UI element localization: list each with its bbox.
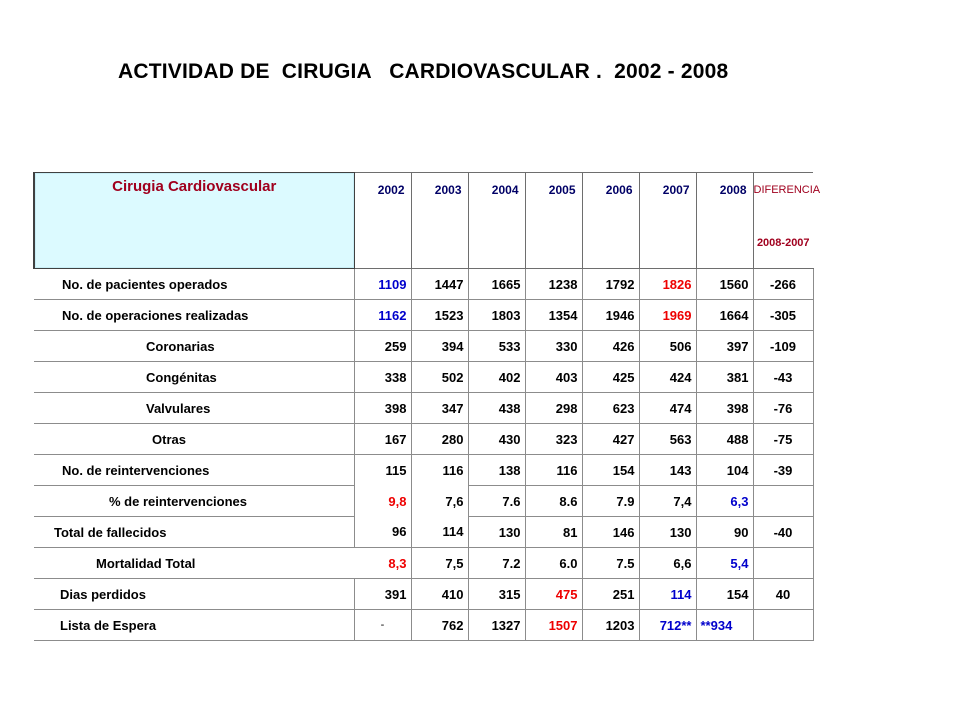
- cell-2005: 475: [525, 579, 582, 610]
- row-label: Congénitas: [34, 362, 354, 393]
- cell-2005: 6.0: [525, 548, 582, 579]
- cell-2008: 1560: [696, 269, 753, 300]
- cell-2005: 1238: [525, 269, 582, 300]
- cell-2007: 424: [639, 362, 696, 393]
- cell-2006: 1792: [582, 269, 639, 300]
- cell-2002: 259: [354, 331, 411, 362]
- cell-2004: 138: [468, 455, 525, 486]
- cell-2004: 7.2: [468, 548, 525, 579]
- cell-2002: -: [354, 610, 411, 641]
- row-label: No. de pacientes operados: [34, 269, 354, 300]
- cell-2003: 1523: [411, 300, 468, 331]
- cell-2002: 1162: [354, 300, 411, 331]
- cell-2005: 330: [525, 331, 582, 362]
- cell-2006: 427: [582, 424, 639, 455]
- row-label: Dias perdidos: [34, 579, 354, 610]
- year-2007-header: 2007: [639, 173, 696, 269]
- table-row-coronarias: [34, 331, 813, 362]
- cell-diff: -109: [753, 331, 813, 362]
- row-label: Coronarias: [34, 331, 354, 362]
- table-row-mortalidad: [34, 548, 813, 579]
- cell-diff: [753, 486, 813, 517]
- cell-diff: -43: [753, 362, 813, 393]
- year-2003-header: 2003: [411, 173, 468, 269]
- cell-diff: -305: [753, 300, 813, 331]
- cell-diff: -39: [753, 455, 813, 486]
- cell-2004: 438: [468, 393, 525, 424]
- cell-2003: 114: [411, 517, 468, 548]
- difference-header: [753, 173, 821, 269]
- cell-2006: 251: [582, 579, 639, 610]
- row-label: No. de operaciones realizadas: [34, 300, 354, 331]
- cell-2008: 90: [696, 517, 753, 548]
- cell-diff: [753, 610, 813, 641]
- row-label: Otras: [34, 424, 354, 455]
- cell-2007: 143: [639, 455, 696, 486]
- table-row-pct-reintervenciones: [34, 486, 813, 517]
- cell-2008: 398: [696, 393, 753, 424]
- cell-2004: 402: [468, 362, 525, 393]
- header-row: [34, 173, 813, 269]
- year-2008-header: 2008: [696, 173, 753, 269]
- header-label: Cirugia Cardiovascular: [34, 173, 354, 269]
- cell-2008: **934: [696, 610, 753, 641]
- cell-2006: 426: [582, 331, 639, 362]
- cell-diff: [753, 548, 813, 579]
- cell-2003: 410: [411, 579, 468, 610]
- cell-2003: 762: [411, 610, 468, 641]
- cell-2006: 7.9: [582, 486, 639, 517]
- cell-2007: 114: [639, 579, 696, 610]
- table-row-reintervenciones: [34, 455, 813, 486]
- table-row-congenitas: [34, 362, 813, 393]
- cell-2003: 7,6: [411, 486, 468, 517]
- cell-2008: 154: [696, 579, 753, 610]
- cell-2003: 116: [411, 455, 468, 486]
- cell-2003: 502: [411, 362, 468, 393]
- table-row-otras: [34, 424, 813, 455]
- cell-2002: 96: [354, 517, 411, 548]
- cell-2006: 425: [582, 362, 639, 393]
- cell-2008: 1664: [696, 300, 753, 331]
- row-label: Mortalidad Total: [34, 548, 354, 579]
- cell-2006: 1946: [582, 300, 639, 331]
- cell-2008: 381: [696, 362, 753, 393]
- cell-2003: 394: [411, 331, 468, 362]
- cell-2006: 146: [582, 517, 639, 548]
- cell-2005: 1354: [525, 300, 582, 331]
- cell-2002: 167: [354, 424, 411, 455]
- cell-2005: 323: [525, 424, 582, 455]
- table-row-valvulares: [34, 393, 813, 424]
- cell-2007: 130: [639, 517, 696, 548]
- cell-2007: 563: [639, 424, 696, 455]
- cell-2005: 298: [525, 393, 582, 424]
- cell-diff: -76: [753, 393, 813, 424]
- cell-2002: 398: [354, 393, 411, 424]
- cell-2002: 1109: [354, 269, 411, 300]
- difference-range: 2008-2007: [756, 237, 810, 249]
- difference-label: DIFERENCIA: [753, 184, 821, 196]
- cell-2004: 1327: [468, 610, 525, 641]
- cell-2002: 8,3: [354, 548, 411, 579]
- row-label: Valvulares: [34, 393, 354, 424]
- cell-2007: 1826: [639, 269, 696, 300]
- cell-2007: 712**: [639, 610, 696, 641]
- cell-2006: 7.5: [582, 548, 639, 579]
- year-2002-header: 2002: [354, 173, 411, 269]
- cell-2008: 488: [696, 424, 753, 455]
- cell-2004: 1665: [468, 269, 525, 300]
- cell-2003: 1447: [411, 269, 468, 300]
- row-label: % de reintervenciones: [34, 486, 354, 517]
- cell-diff: -40: [753, 517, 813, 548]
- cell-2005: 1507: [525, 610, 582, 641]
- year-2006-header: 2006: [582, 173, 639, 269]
- cell-2007: 1969: [639, 300, 696, 331]
- cell-2005: 116: [525, 455, 582, 486]
- cell-2004: 1803: [468, 300, 525, 331]
- row-label: Lista de Espera: [34, 610, 354, 641]
- cell-2003: 347: [411, 393, 468, 424]
- table-row-lista-espera: [34, 610, 813, 641]
- cell-2002: 391: [354, 579, 411, 610]
- cell-2004: 315: [468, 579, 525, 610]
- cell-2005: 8.6: [525, 486, 582, 517]
- cell-2008: 6,3: [696, 486, 753, 517]
- cell-2008: 5,4: [696, 548, 753, 579]
- cell-2005: 81: [525, 517, 582, 548]
- cell-diff: 40: [753, 579, 813, 610]
- table-row-fallecidos: [34, 517, 813, 548]
- cell-2004: 533: [468, 331, 525, 362]
- cell-2002: 9,8: [354, 486, 411, 517]
- year-2005-header: 2005: [525, 173, 582, 269]
- row-label: Total de fallecidos: [34, 517, 354, 548]
- cell-2007: 6,6: [639, 548, 696, 579]
- table-row-operaciones: [34, 300, 813, 331]
- cell-2004: 7.6: [468, 486, 525, 517]
- cell-2002: 115: [354, 455, 411, 486]
- cell-2003: 280: [411, 424, 468, 455]
- surgery-activity-table: [33, 172, 821, 641]
- cell-diff: -75: [753, 424, 813, 455]
- cell-2007: 474: [639, 393, 696, 424]
- table-row-pacientes: [34, 269, 813, 300]
- cell-2002: 338: [354, 362, 411, 393]
- cell-2004: 130: [468, 517, 525, 548]
- cell-2004: 430: [468, 424, 525, 455]
- row-label: No. de reintervenciones: [34, 455, 354, 486]
- cell-2006: 1203: [582, 610, 639, 641]
- cell-2003: 7,5: [411, 548, 468, 579]
- cell-2006: 154: [582, 455, 639, 486]
- cell-2006: 623: [582, 393, 639, 424]
- cell-2008: 104: [696, 455, 753, 486]
- page-title: ACTIVIDAD DE CIRUGIA CARDIOVASCULAR . 2002 - 2008: [118, 60, 729, 83]
- cell-2005: 403: [525, 362, 582, 393]
- cell-2007: 7,4: [639, 486, 696, 517]
- cell-2008: 397: [696, 331, 753, 362]
- year-2004-header: 2004: [468, 173, 525, 269]
- table-row-dias-perdidos: [34, 579, 813, 610]
- cell-diff: -266: [753, 269, 813, 300]
- cell-2007: 506: [639, 331, 696, 362]
